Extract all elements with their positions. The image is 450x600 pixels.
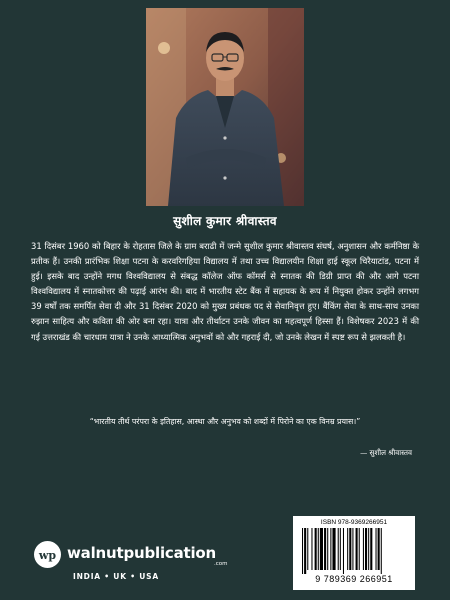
barcode-bar	[318, 528, 319, 570]
barcode-bar	[343, 528, 344, 574]
barcode-bar	[347, 528, 348, 570]
barcode-bar	[359, 528, 360, 570]
barcode-bar	[365, 528, 367, 570]
barcode-bar	[327, 528, 328, 570]
barcode-bar	[315, 528, 317, 570]
barcode-bar	[349, 528, 351, 570]
quote-attribution: — सुशील श्रीवास्तव	[360, 448, 412, 457]
publisher-domain-suffix: .com	[214, 561, 228, 567]
svg-text:wp: wp	[38, 549, 57, 562]
barcode-bar	[324, 528, 326, 570]
isbn-label: ISBN 978-9369266951	[320, 519, 388, 526]
barcode-bar	[304, 528, 306, 574]
author-bio: 31 दिसंबर 1960 को बिहार के रोहतास जिले के ग्राम बराढी में जन्मे सुशील कुमार श्रीवास्तव संघर्ष, अनुशासन और कर्मनिष्ठा के प्रतीक हैं। उनकी प्रारंभिक शिक्षा पटना के करवरिगहिया विद्यालय में तथा उच्च विद्यालयीन शिक्षा हाई स्कूल चिरैयाटांड, पटना में हुई। इसके बाद उन्होंने मगध विश्वविद्यालय से संबद्ध कॉलेज ऑफ कॉमर्स से स्नातक की डिग्री प्राप्त की और आगे पटना विश्वविद्यालय में स्नातकोत्तर की पढ़ाई आरंभ की। बाद में भारतीय स्टेट बैंक में सहायक के रूप में नियुक्त होकर उन्होंने लगभग 39 वर्षों तक समर्पित सेवा दी और 31 दिसंबर 2020 को मुख्य प्रबंधक पद से सेवानिवृत्त हुए। बैंकिंग सेवा के साथ-साथ उनका रुझान साहित्य और कविता की ओर बना रहा। यात्रा और तीर्थाटन उनके जीवन का महत्वपूर्ण हिस्सा हैं। विशेषकर 2023 में की गई उत्तराखंड की चारधाम यात्रा ने उनके आध्यात्मिक अनुभवों को और गहराई दी, जो उनके लेखन में स्पष्ट रूप से झलकती है।	[31, 241, 419, 342]
barcode-bar	[320, 528, 323, 570]
barcode-bar	[376, 528, 377, 570]
barcode-bar	[307, 528, 308, 570]
barcode-bar	[302, 528, 303, 574]
barcode-bar	[352, 528, 353, 570]
isbn-barcode-box	[293, 516, 415, 590]
barcode-bar	[363, 528, 364, 570]
publisher-brand: walnutpublication	[67, 544, 216, 562]
barcode-bar	[370, 528, 372, 570]
barcode-bar	[330, 528, 331, 570]
publisher-logo	[34, 541, 234, 571]
author-name: सुशील कुमार श्रीवास्तव	[173, 214, 277, 228]
author-photo	[146, 8, 304, 206]
barcode-bar	[381, 528, 382, 574]
publisher-regions: INDIA • UK • USA	[73, 572, 159, 581]
barcode-bar	[356, 528, 358, 570]
barcode-number: 9 789369 266951	[315, 574, 393, 584]
barcode-bar	[311, 528, 312, 570]
barcode-icon	[302, 528, 406, 574]
barcode-bar	[338, 528, 339, 570]
barcode-bar	[378, 528, 380, 570]
barcode-bar	[332, 528, 335, 570]
author-quote: “भारतीय तीर्थ परंपरा के इतिहास, आस्था और अनुभव को शब्दों में पिरोने का एक विनम्र प्रयास।”	[89, 417, 361, 426]
barcode-bar	[368, 528, 369, 570]
barcode-bar	[340, 528, 341, 570]
walnut-publication-logo-icon	[34, 541, 61, 568]
